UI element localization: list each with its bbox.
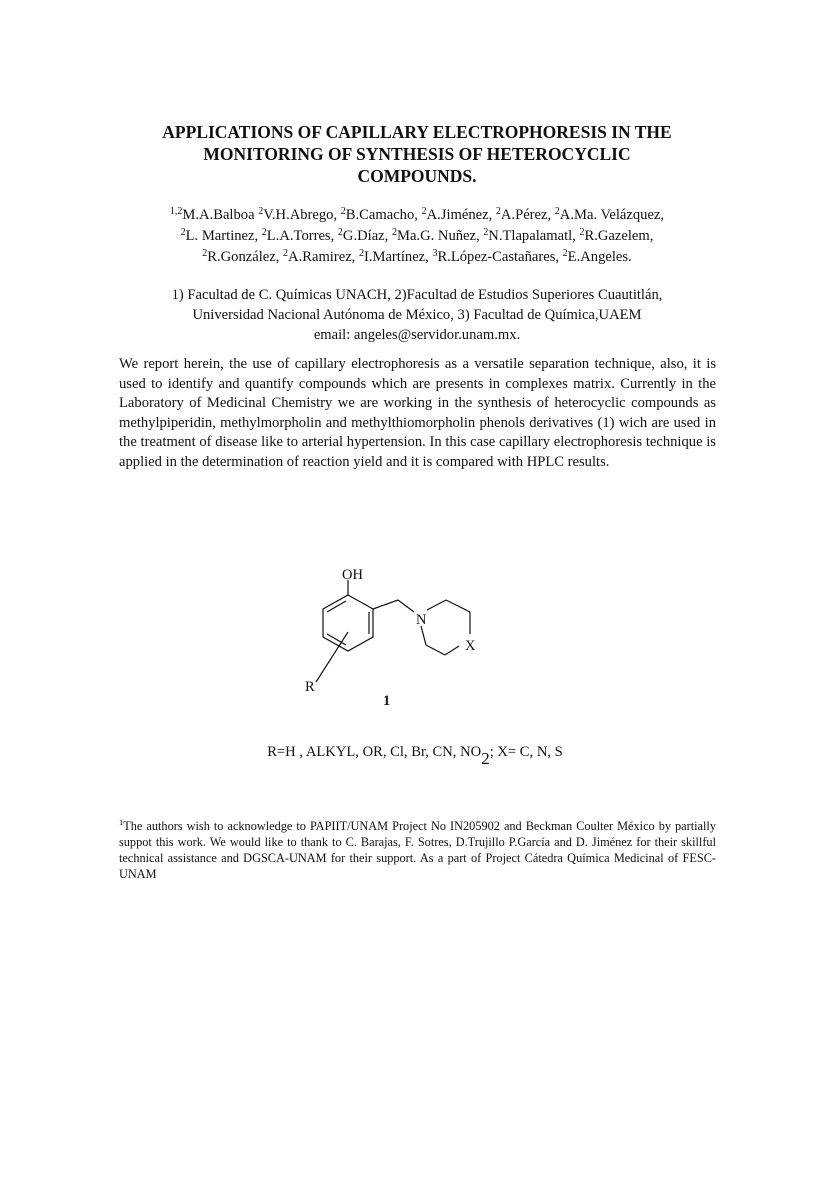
- author-line-1: [110, 205, 724, 226]
- ring-bond: [426, 645, 445, 655]
- author: $^2$B.Camacho,: [340, 206, 422, 223]
- abstract-paragraph: We report herein, the use of capillary electrophoresis as a versatile separation technique, also, it is used to identify and quantify compounds which are presents in complexes matrix. Currently in the Laboratory of Medicinal Chemistry we are working in the synthesis of heterocyclic compounds as methylpiperidin, methylmorpholin and methylthiomorpholin phenols derivatives (1) wich are used in the treatment of disease like to arterial hypertension. In this case capillary electrophoresis technique is applied in the determination of reaction yield and it is compared with HPLC results.: [119, 356, 716, 470]
- author: $^2$R.González,: [202, 248, 284, 265]
- title-line-1: APPLICATIONS OF CAPILLARY ELECTROPHORESIS IN THE: [162, 122, 672, 142]
- email-line: email: angeles@servidor.unam.mx.: [313, 327, 521, 343]
- benzene-ring: [323, 595, 373, 651]
- substituent-tail: ; X= C, N, S: [489, 744, 563, 760]
- ring-bond: [427, 600, 446, 610]
- footnote-text: The authors wish to acknowledge to PAPIIT/UNAM Project No IN205902 and Beckman Coulter México by partially suppot this work. We would like to thank to C. Barajas, F. Sotres, D.Trujillo P.García and D. Jiménez for their skillful technical assistance and DGSCA-UNAM for their support. As a part of Project Cátedra Química Medicinal of FESC-UNAM: [119, 819, 716, 881]
- oh-label: OH: [342, 567, 363, 583]
- affiliation-line-2: Universidad Nacional Autónoma de México, 3) Facultad de Química,UAEM: [192, 307, 642, 323]
- structure-bonds: [316, 580, 470, 682]
- nitrogen-label: N: [416, 612, 427, 628]
- author-line-2: [110, 226, 724, 247]
- r-label: R: [305, 679, 315, 695]
- chemical-structure: [290, 560, 520, 720]
- ring-bond: [446, 600, 470, 612]
- author: $^2$L.A.Torres,: [261, 227, 338, 244]
- author: $^2$V.H.Abrego,: [258, 206, 341, 223]
- ch2-bond: [373, 600, 398, 609]
- r-bond: [316, 632, 348, 682]
- author: $^2$N.Tlapalamatl,: [483, 227, 580, 244]
- title-line-2: MONITORING OF SYNTHESIS OF HETEROCYCLIC: [203, 144, 631, 164]
- affiliations: [110, 285, 724, 345]
- author: $^2$L. Martinez,: [180, 227, 262, 244]
- author: $^3$R.López-Castañares,: [432, 248, 563, 265]
- author-list: [110, 205, 724, 268]
- title-line-3: COMPOUNDS.: [357, 166, 477, 186]
- substituent-definitions: [150, 742, 680, 769]
- compound-number: 1: [383, 693, 391, 709]
- affiliation-line-1: 1) Facultad de C. Químicas UNACH, 2)Facultad de Estudios Superiores Cuautitlán,: [171, 287, 663, 303]
- author: $^2$A.Jiménez,: [421, 206, 496, 223]
- substituent-subscript: 2: [481, 749, 490, 768]
- author-line-3: [110, 247, 724, 268]
- structure-drawing: [290, 560, 520, 720]
- author: $^2$E.Angeles.: [562, 248, 632, 265]
- author: $^2$A.Pérez,: [495, 206, 555, 223]
- substituent-text: R=H , ALKYL, OR, Cl, Br, CN, NO: [267, 744, 482, 760]
- ring-bond: [421, 626, 426, 645]
- author: $^{1,2}$M.A.Balboa: [169, 206, 259, 223]
- double-bond-inner: [327, 601, 346, 612]
- author: $^2$I.Martínez,: [358, 248, 433, 265]
- acknowledgment-footnote: [119, 818, 716, 882]
- ring-bond: [445, 646, 459, 655]
- author: $^2$A.Ramirez,: [283, 248, 359, 265]
- author: $^2$Ma.G. Nuñez,: [391, 227, 484, 244]
- x-label: X: [465, 638, 476, 654]
- paper-title: [110, 121, 724, 187]
- footnote-marker: 1: [119, 817, 124, 827]
- author: $^2$A.Ma. Velázquez,: [554, 206, 665, 223]
- author: $^2$R.Gazelem,: [579, 227, 654, 244]
- author: $^2$G.Díaz,: [337, 227, 392, 244]
- n-bond: [398, 600, 414, 612]
